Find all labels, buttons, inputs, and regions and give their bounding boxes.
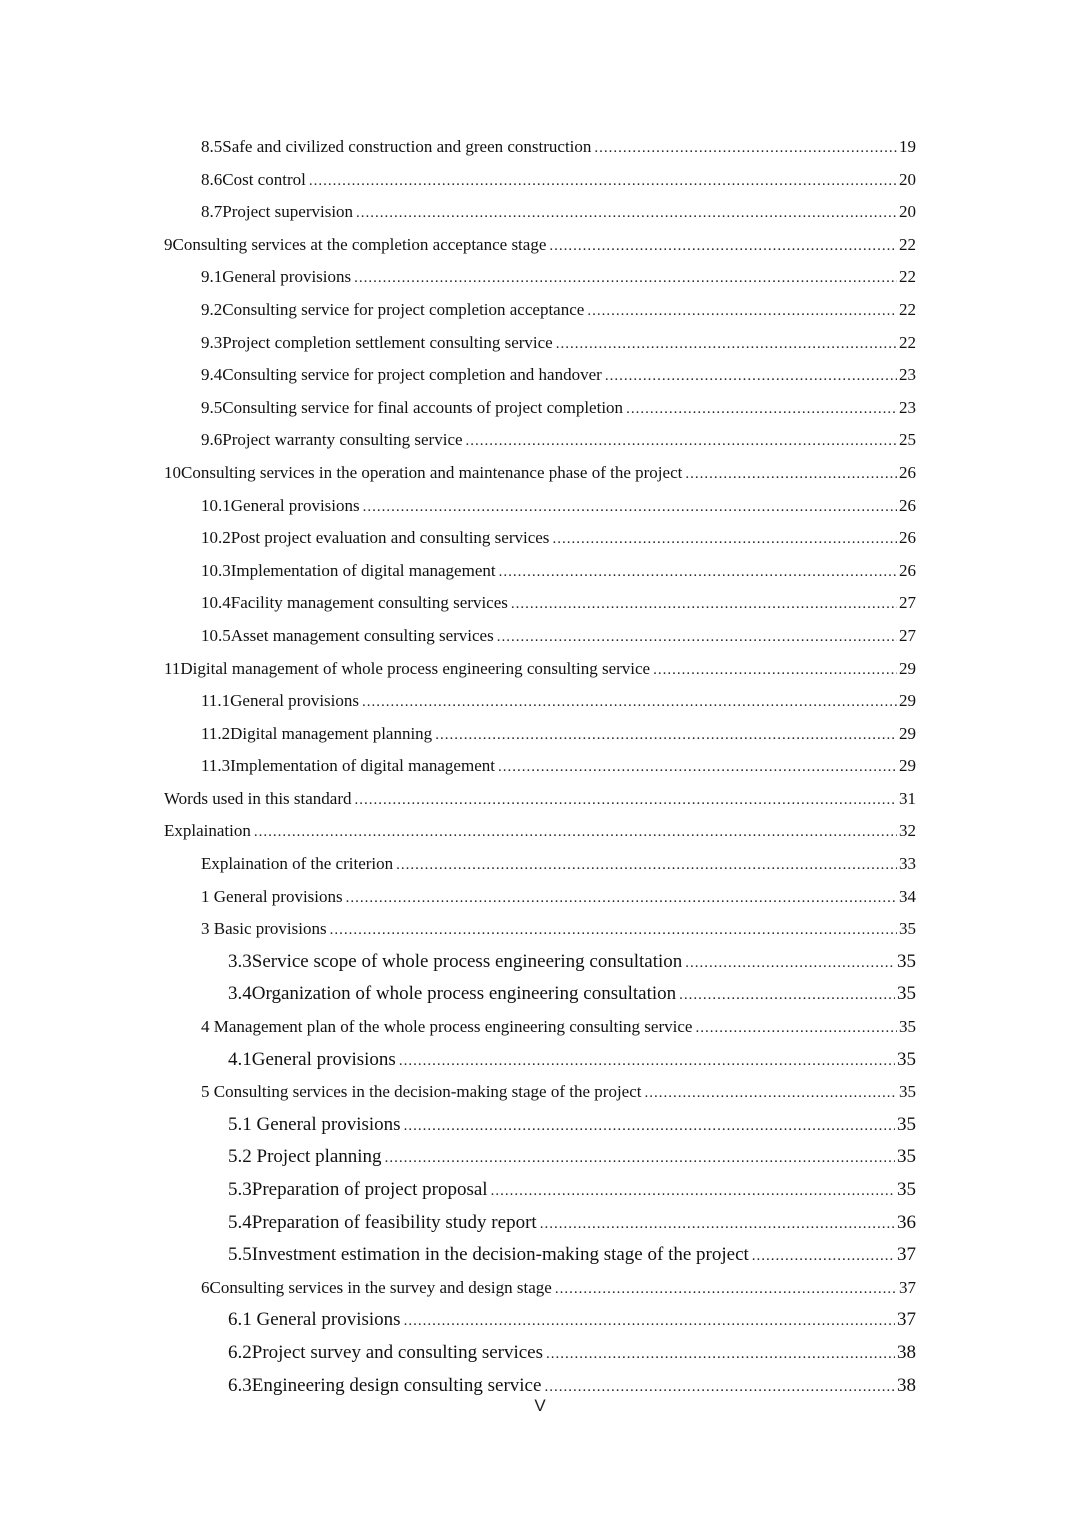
- toc-entry-page: 23: [899, 365, 916, 385]
- toc-entry-page: 35: [899, 1017, 916, 1037]
- toc-entry-number: 4.1: [228, 1048, 252, 1070]
- toc-entry[interactable]: [228, 1304, 916, 1338]
- toc-entry-title: 3 Basic provisions: [201, 919, 327, 939]
- toc-entry-page: 23: [899, 397, 916, 417]
- toc-row: [0, 815, 1080, 848]
- toc-entry-title: Consulting service for project completion acceptance: [222, 299, 585, 319]
- toc-entry-page: 35: [897, 1146, 916, 1168]
- toc-entry-number: 9.6: [201, 430, 223, 450]
- dot-leader: [587, 295, 897, 328]
- dot-leader: [540, 1208, 895, 1241]
- toc-row: [0, 392, 1080, 425]
- dot-leader: [695, 1012, 897, 1045]
- toc-entry-number: 10: [164, 462, 181, 482]
- toc-entry-page: 35: [897, 1179, 916, 1200]
- toc-entry-number: 10.3: [201, 560, 231, 580]
- table-of-contents: [0, 131, 1080, 1402]
- toc-entry-number: 11.3: [201, 756, 231, 776]
- toc-entry-number: 6.3: [228, 1374, 252, 1396]
- dot-leader: [644, 1077, 897, 1110]
- toc-entry-title: Cost control: [222, 169, 306, 189]
- dot-leader: [404, 1305, 895, 1338]
- toc-entry-page: 35: [897, 1113, 916, 1135]
- dot-leader: [511, 588, 897, 621]
- dot-leader: [594, 132, 897, 165]
- toc-entry-page: 26: [899, 462, 916, 482]
- toc-row: [0, 555, 1080, 588]
- toc-entry-title: Organization of whole process engineering consultation: [251, 983, 677, 1005]
- toc-entry-page: 35: [897, 950, 916, 972]
- toc-entry-page: 29: [899, 756, 916, 776]
- toc-entry-title: Asset management consulting services: [230, 625, 494, 645]
- toc-row: [0, 978, 1080, 1011]
- dot-leader: [685, 458, 897, 491]
- dot-leader: [404, 1110, 895, 1143]
- toc-entry-title: Implementation of digital management: [230, 560, 496, 580]
- toc-row: [0, 946, 1080, 979]
- toc-entry-page: 29: [899, 691, 916, 711]
- toc-entry-page: 25: [899, 430, 916, 450]
- toc-entry[interactable]: [164, 653, 916, 687]
- dot-leader: [399, 1045, 895, 1078]
- toc-entry[interactable]: [228, 978, 916, 1012]
- toc-entry[interactable]: [201, 620, 916, 654]
- toc-entry-number: 10.5: [201, 625, 231, 645]
- toc-entry-page: 29: [899, 723, 916, 743]
- toc-entry-title: Engineering design consulting service: [251, 1374, 542, 1396]
- toc-entry-number: 9.1: [201, 267, 223, 287]
- toc-entry-number: 8.5: [201, 137, 223, 156]
- toc-entry-title: Consulting service for project completion and handover: [222, 365, 602, 385]
- toc-row: [0, 1109, 1080, 1142]
- toc-row: [0, 653, 1080, 686]
- page-number-footer: V: [534, 1396, 546, 1415]
- toc-entry[interactable]: [201, 196, 916, 230]
- toc-row: [0, 913, 1080, 946]
- toc-entry-title: 1 General provisions: [201, 886, 343, 906]
- toc-entry-page: 33: [899, 854, 916, 874]
- toc-entry[interactable]: [201, 131, 916, 165]
- dot-leader: [497, 621, 897, 654]
- toc-entry-page: 29: [899, 658, 916, 678]
- toc-entry-title: Explaination of the criterion: [201, 854, 394, 874]
- toc-entry[interactable]: [201, 392, 916, 426]
- toc-entry-number: 9: [164, 234, 173, 254]
- toc-entry-page: 31: [899, 788, 916, 808]
- toc-row: [0, 620, 1080, 653]
- toc-entry[interactable]: [164, 457, 916, 491]
- toc-entry[interactable]: [201, 490, 916, 524]
- toc-row: [0, 294, 1080, 327]
- toc-entry-number: 11.2: [201, 723, 231, 743]
- toc-entry-title: Project warranty consulting service: [222, 430, 463, 450]
- toc-entry[interactable]: [201, 685, 916, 719]
- dot-leader: [552, 523, 897, 556]
- toc-entry-number: 10.1: [201, 495, 231, 515]
- toc-entry-title: Project completion settlement consulting service: [222, 332, 553, 352]
- toc-entry[interactable]: [228, 946, 916, 980]
- dot-leader: [362, 686, 897, 719]
- dot-leader: [466, 425, 897, 458]
- toc-entry-title: General provisions: [251, 1048, 396, 1070]
- toc-entry-number: 9.5: [201, 397, 223, 417]
- dot-leader: [363, 491, 897, 524]
- toc-entry[interactable]: [201, 1272, 916, 1306]
- dot-leader: [435, 719, 897, 752]
- toc-row: [0, 490, 1080, 523]
- toc-entry-title: 4 Management plan of the whole process engineering consulting service: [201, 1017, 693, 1037]
- toc-entry[interactable]: [201, 718, 916, 752]
- toc-entry-page: 37: [899, 1277, 916, 1297]
- dot-leader: [254, 816, 897, 849]
- toc-entry-title: Investment estimation in the decision-making stage of the project: [251, 1244, 749, 1266]
- toc-entry-title: Post project evaluation and consulting services: [230, 528, 550, 548]
- toc-entry[interactable]: [228, 1044, 916, 1078]
- toc-entry-page: 35: [899, 919, 916, 939]
- toc-entry-title: Preparation of feasibility study report: [251, 1211, 537, 1233]
- toc-entry[interactable]: [201, 848, 916, 882]
- dot-leader: [626, 393, 897, 426]
- dot-leader: [330, 914, 897, 947]
- toc-entry[interactable]: [228, 1207, 916, 1241]
- toc-entry[interactable]: [201, 522, 916, 556]
- toc-entry-number: 5.3: [228, 1179, 252, 1200]
- toc-entry[interactable]: [201, 164, 916, 198]
- toc-entry[interactable]: [201, 261, 916, 295]
- toc-row: [0, 327, 1080, 360]
- toc-row: [0, 685, 1080, 718]
- toc-entry[interactable]: [201, 1076, 916, 1110]
- toc-entry-page: 20: [899, 202, 916, 222]
- dot-leader: [653, 654, 897, 687]
- toc-row: [0, 1044, 1080, 1077]
- toc-entry-title: Project supervision: [222, 202, 354, 222]
- toc-row: [0, 848, 1080, 881]
- toc-row: [0, 261, 1080, 294]
- toc-entry-title: General provisions: [230, 495, 360, 515]
- toc-entry-page: 38: [897, 1341, 916, 1363]
- toc-entry-title: Explaination: [164, 821, 251, 841]
- toc-entry-page: 19: [899, 137, 916, 156]
- toc-entry[interactable]: [201, 881, 916, 915]
- toc-entry-page: 35: [897, 983, 916, 1005]
- dot-leader: [355, 784, 898, 817]
- toc-entry-title: Facility management consulting services: [230, 593, 508, 613]
- toc-entry-number: 11.1: [201, 691, 231, 711]
- dot-leader: [556, 328, 897, 361]
- toc-entry-title: 5 Consulting services in the decision-making stage of the project: [201, 1082, 642, 1102]
- toc-entry-page: 37: [897, 1244, 916, 1266]
- toc-entry[interactable]: [228, 1239, 916, 1273]
- toc-entry-page: 36: [897, 1211, 916, 1233]
- toc-row: [0, 424, 1080, 457]
- toc-entry[interactable]: [201, 294, 916, 328]
- toc-row: [0, 1304, 1080, 1337]
- toc-entry-title: 5.1 General provisions: [228, 1113, 401, 1135]
- dot-leader: [354, 262, 897, 295]
- toc-entry-number: 9.4: [201, 365, 223, 385]
- toc-entry-page: 27: [899, 593, 916, 613]
- toc-row: [0, 359, 1080, 392]
- toc-row: [0, 164, 1080, 197]
- dot-leader: [396, 849, 897, 882]
- toc-entry[interactable]: [228, 1141, 916, 1175]
- toc-entry-page: 26: [899, 528, 916, 548]
- toc-entry-page: 38: [897, 1374, 916, 1396]
- toc-entry[interactable]: [164, 783, 916, 817]
- dot-leader: [356, 197, 897, 230]
- toc-entry-number: 3.3: [228, 950, 252, 972]
- toc-row: [0, 1337, 1080, 1370]
- toc-entry-title: 5.2 Project planning: [228, 1146, 382, 1168]
- toc-row: [0, 1011, 1080, 1044]
- toc-entry-title: Words used in this standard: [164, 788, 352, 808]
- toc-entry[interactable]: [164, 229, 916, 263]
- toc-entry-number: 9.2: [201, 299, 223, 319]
- toc-entry-page: 35: [897, 1048, 916, 1070]
- toc-row: [0, 229, 1080, 262]
- toc-entry-number: 6.2: [228, 1341, 252, 1363]
- toc-entry[interactable]: [201, 1011, 916, 1045]
- toc-entry-page: 35: [899, 1082, 916, 1102]
- toc-entry-title: Consulting services in the operation and maintenance phase of the project: [181, 462, 683, 482]
- toc-entry-page: 22: [899, 299, 916, 319]
- toc-row: [0, 1141, 1080, 1174]
- toc-row: [0, 196, 1080, 229]
- toc-entry[interactable]: [228, 1109, 916, 1143]
- toc-entry[interactable]: [228, 1174, 916, 1208]
- toc-entry-title: Consulting services at the completion acceptance stage: [172, 234, 547, 254]
- toc-entry-number: 5.4: [228, 1211, 252, 1233]
- toc-entry-number: 10.4: [201, 593, 231, 613]
- toc-entry-page: 22: [899, 332, 916, 352]
- toc-entry[interactable]: [201, 327, 916, 361]
- toc-entry-page: 27: [899, 625, 916, 645]
- dot-leader: [685, 947, 895, 980]
- toc-entry-page: 26: [899, 495, 916, 515]
- toc-entry-title: Digital management planning: [230, 723, 433, 743]
- toc-row: [0, 1272, 1080, 1305]
- dot-leader: [546, 1338, 895, 1371]
- toc-entry-title: Project survey and consulting services: [251, 1341, 544, 1363]
- toc-entry-page: 32: [899, 821, 916, 841]
- toc-entry[interactable]: [201, 424, 916, 458]
- toc-entry-page: 37: [897, 1309, 916, 1331]
- toc-entry[interactable]: [164, 815, 916, 849]
- toc-row: [0, 587, 1080, 620]
- dot-leader: [679, 979, 895, 1012]
- toc-entry[interactable]: [201, 913, 916, 947]
- toc-entry-title: Digital management of whole process engineering consulting service: [180, 658, 651, 678]
- toc-row: [0, 1239, 1080, 1272]
- toc-entry-number: 8.6: [201, 169, 223, 189]
- dot-leader: [752, 1240, 895, 1273]
- toc-entry-page: 26: [899, 560, 916, 580]
- toc-entry[interactable]: [201, 587, 916, 621]
- toc-entry-number: 8.7: [201, 202, 223, 222]
- toc-entry-title: General provisions: [230, 691, 360, 711]
- dot-leader: [549, 230, 897, 263]
- toc-row: [0, 1207, 1080, 1240]
- dot-leader: [555, 1273, 897, 1306]
- toc-entry-number: 5.5: [228, 1244, 252, 1266]
- toc-entry-title: Implementation of digital management: [230, 756, 495, 776]
- dot-leader: [605, 360, 897, 393]
- toc-entry[interactable]: [201, 750, 916, 784]
- toc-row: [0, 1076, 1080, 1109]
- toc-entry-number: 9.3: [201, 332, 223, 352]
- toc-row: [0, 1174, 1080, 1207]
- toc-entry[interactable]: [201, 555, 916, 589]
- toc-row: [0, 881, 1080, 914]
- toc-entry-number: 3.4: [228, 983, 252, 1005]
- toc-entry-title: Service scope of whole process engineering consultation: [251, 950, 683, 972]
- toc-entry-page: 34: [899, 886, 916, 906]
- toc-entry-title: General provisions: [222, 267, 352, 287]
- toc-entry-number: 11: [164, 658, 181, 678]
- toc-entry-title: 6.1 General provisions: [228, 1309, 401, 1331]
- toc-entry-title: Consulting service for final accounts of project completion: [222, 397, 624, 417]
- dot-leader: [491, 1175, 895, 1208]
- toc-row: [0, 783, 1080, 816]
- toc-row: [0, 750, 1080, 783]
- toc-entry-page: 22: [899, 234, 916, 254]
- toc-row: [0, 522, 1080, 555]
- toc-entry-number: 10.2: [201, 528, 231, 548]
- toc-entry[interactable]: [201, 359, 916, 393]
- toc-entry-number: 6: [201, 1277, 210, 1297]
- dot-leader: [499, 556, 897, 589]
- toc-entry-title: Safe and civilized construction and green construction: [222, 137, 592, 156]
- toc-entry-page: 22: [899, 267, 916, 287]
- dot-leader: [346, 882, 897, 915]
- toc-row: [0, 718, 1080, 751]
- toc-row: [0, 457, 1080, 490]
- toc-row: [0, 131, 1080, 164]
- toc-entry-title: Preparation of project proposal: [251, 1179, 488, 1200]
- toc-entry[interactable]: [228, 1337, 916, 1371]
- toc-entry-title: Consulting services in the survey and design stage: [209, 1277, 552, 1297]
- dot-leader: [309, 165, 897, 198]
- dot-leader: [498, 751, 897, 784]
- toc-entry-page: 20: [899, 169, 916, 189]
- dot-leader: [385, 1142, 895, 1175]
